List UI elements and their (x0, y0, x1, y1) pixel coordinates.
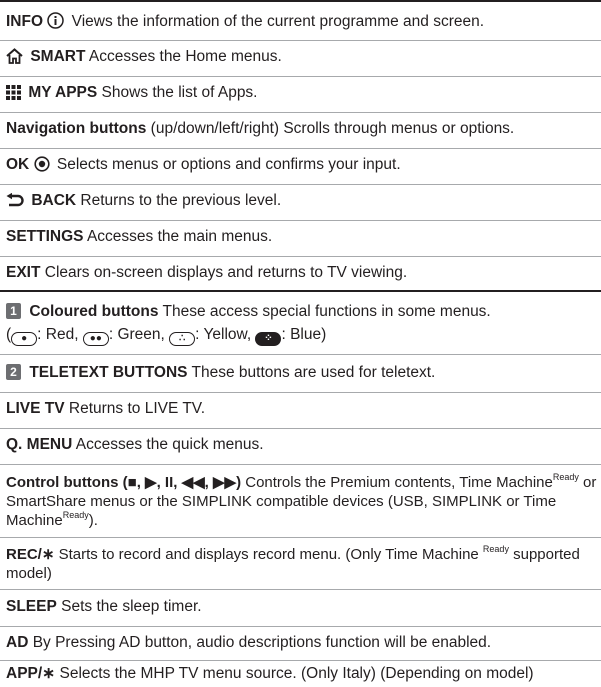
ready-superscript: Ready (62, 510, 89, 520)
entry-rec (6, 545, 600, 583)
entry-teletext (6, 363, 601, 383)
entry-desc: Starts to record and displays record menu. (Only Time Machine (58, 546, 483, 563)
ready-superscript: Ready (552, 472, 579, 482)
entry-label: BACK (31, 192, 77, 209)
entry-settings (6, 227, 601, 247)
green-button-icon: ●● (83, 332, 109, 346)
entry-desc: ). (88, 512, 98, 529)
apps-grid-icon (6, 85, 21, 106)
entry-desc: Selects the MHP TV menu source. (Only Italy) (Depending on model) (59, 665, 534, 682)
top-rule (0, 0, 601, 2)
entry-app (6, 664, 601, 684)
entry-desc: supported model) (6, 546, 580, 582)
entry-label: SLEEP (6, 598, 57, 615)
home-icon (6, 48, 23, 70)
divider (0, 537, 601, 538)
entry-desc: These buttons are used for teletext. (191, 364, 436, 381)
divider (0, 354, 601, 355)
entry-desc: Accesses the main menus. (86, 228, 273, 245)
entry-desc: (up/down/left/right) Scrolls through menus or options. (150, 120, 515, 137)
divider (0, 220, 601, 221)
divider (0, 256, 601, 257)
entry-label: MY APPS (28, 84, 98, 101)
divider (0, 626, 601, 627)
yellow-label: : Yellow, (195, 326, 256, 343)
entry-desc: By Pressing AD button, audio descriptions function will be enabled. (32, 634, 492, 651)
entry-control-buttons (6, 473, 600, 530)
entry-label: SETTINGS (6, 228, 84, 245)
entry-desc: or SmartShare menus or the SIMPLINK compatible devices (USB, SIMPLINK or Time Machine (6, 474, 597, 529)
divider (0, 660, 601, 661)
divider (0, 40, 601, 41)
entry-q-menu (6, 435, 601, 455)
entry-label: Coloured buttons (29, 303, 159, 320)
entry-desc: Controls the Premium contents, Time Machine (245, 474, 553, 491)
entry-label: INFO (6, 13, 44, 30)
entry-desc: Selects menus or options and confirms your input. (56, 156, 401, 173)
entry-back (6, 191, 601, 214)
entry-ad (6, 633, 601, 653)
entry-label: Navigation buttons (6, 120, 147, 137)
entry-label: OK (6, 156, 30, 173)
red-label: : Red, (37, 326, 83, 343)
entry-desc: Accesses the Home menus. (88, 48, 282, 65)
entry-myapps (6, 83, 601, 106)
blue-button-icon: ⁘ (255, 332, 281, 346)
info-icon (47, 12, 64, 35)
divider (0, 76, 601, 77)
entry-label: EXIT (6, 264, 41, 281)
colour-key-line (6, 325, 601, 346)
entry-coloured-buttons (6, 302, 601, 322)
entry-desc: Accesses the quick menus. (75, 436, 264, 453)
divider (0, 148, 601, 149)
entry-desc: Views the information of the current programme and screen. (71, 13, 485, 30)
red-button-icon: ● (11, 332, 37, 346)
divider (0, 392, 601, 393)
entry-label: APP/∗ (6, 665, 56, 682)
colour-key-open: ( (6, 326, 12, 343)
entry-label: SMART (30, 48, 86, 65)
entry-desc: These access special functions in some menus. (162, 303, 491, 320)
entry-label: REC/∗ (6, 546, 55, 563)
entry-live-tv (6, 399, 601, 419)
entry-ok (6, 155, 601, 178)
entry-label: Control buttons (6, 474, 119, 491)
entry-desc: Sets the sleep timer. (61, 598, 202, 615)
entry-info (6, 12, 601, 35)
entry-label: TELETEXT BUTTONS (29, 364, 188, 381)
divider (0, 428, 601, 429)
entry-desc: Shows the list of Apps. (101, 84, 258, 101)
entry-navigation (6, 119, 601, 139)
ready-superscript: Ready (482, 544, 509, 554)
divider (0, 112, 601, 113)
entry-sleep (6, 597, 601, 617)
section-rule (0, 290, 601, 292)
entry-exit (6, 263, 601, 283)
number-badge: 2 (6, 364, 21, 380)
divider (0, 464, 601, 465)
entry-label: LIVE TV (6, 400, 65, 417)
divider (0, 589, 601, 590)
ok-wheel-icon (34, 156, 50, 178)
entry-label: AD (6, 634, 29, 651)
green-label: : Green, (108, 326, 170, 343)
back-arrow-icon (6, 193, 24, 214)
number-badge: 1 (6, 303, 21, 319)
blue-label: : Blue) (281, 326, 327, 343)
control-glyphs: (■, ▶, II, ◀◀, ▶▶) (122, 474, 242, 491)
divider (0, 184, 601, 185)
entry-desc: Returns to LIVE TV. (68, 400, 206, 417)
entry-desc: Returns to the previous level. (80, 192, 282, 209)
entry-desc: Clears on-screen displays and returns to TV viewing. (44, 264, 408, 281)
entry-smart (6, 47, 601, 70)
entry-label: Q. MENU (6, 436, 73, 453)
yellow-button-icon: ∴ (169, 332, 195, 346)
